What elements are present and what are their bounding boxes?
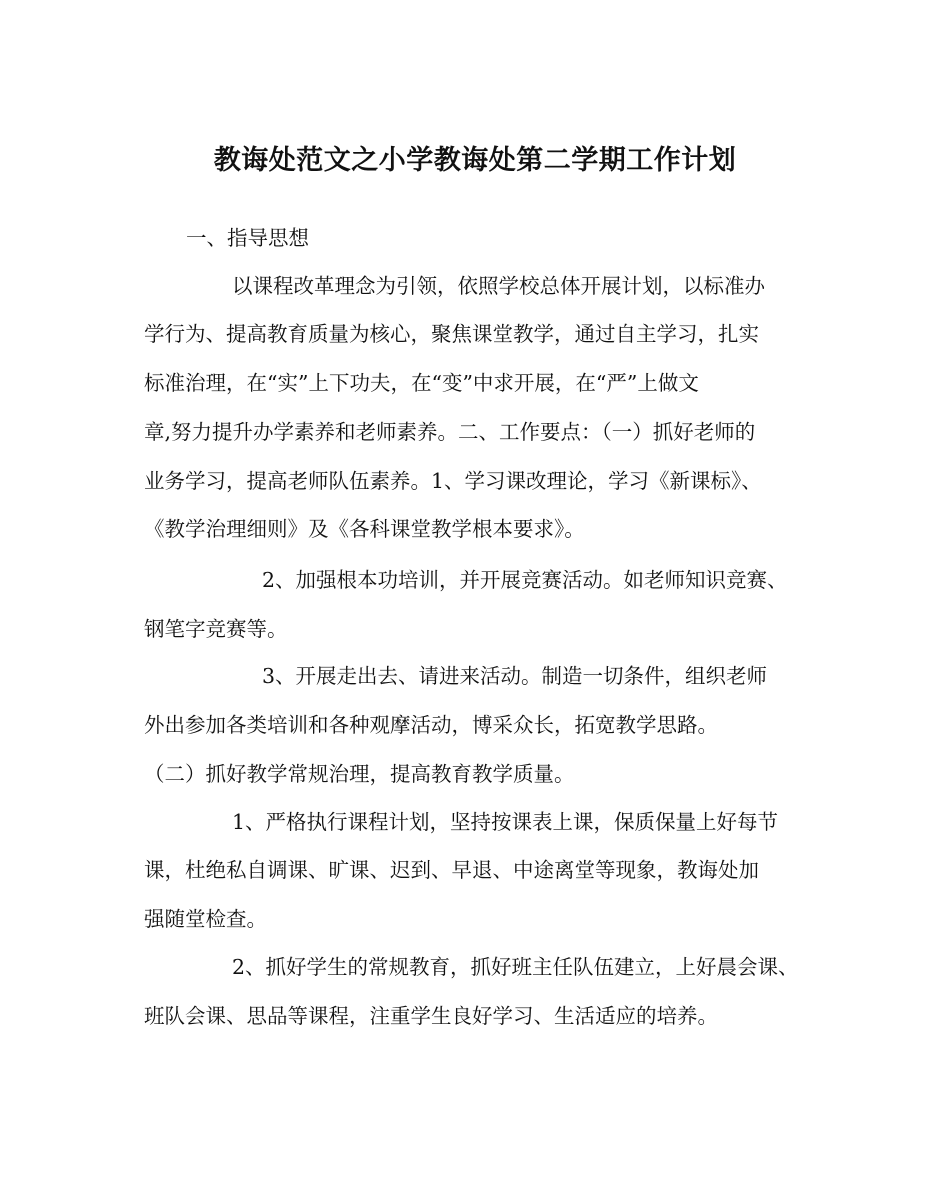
paragraph-line: 2、加强根本功培训，并开展竞赛活动。如老师知识竞赛、 — [262, 568, 788, 592]
paragraph-line: 《教学治理细则》及《各科课堂教学根本要求》。 — [144, 517, 585, 541]
paragraph-line: 强随堂检查。 — [144, 907, 267, 931]
paragraph-line: 学行为、提高教育质量为核心，聚焦课堂教学，通过自主学习，扎实 — [144, 322, 759, 346]
paragraph-line: 以课程改革理念为引领，依照学校总体开展计划，以标准办 — [232, 274, 765, 298]
paragraph-line: 业务学习，提高老师队伍素养。1、学习课改理论，学习《新课标》、 — [144, 469, 762, 493]
paragraph-line: 班队会课、思品等课程，注重学生良好学习、生活适应的培养。 — [144, 1004, 718, 1028]
paragraph-line: 外出参加各类培训和各种观摩活动，博采众长，拓宽教学思路。 — [144, 713, 718, 737]
document-title: 教诲处范文之小学教诲处第二学期工作计划 — [213, 145, 737, 176]
section-heading-teaching-routine: （二）抓好教学常规治理，提高教育教学质量。 — [144, 762, 575, 786]
paragraph-line: 钢笔字竞赛等。 — [144, 617, 288, 641]
paragraph-line: 3、开展走出去、请进来活动。制造一切条件，组织老师 — [262, 664, 768, 688]
paragraph-line: 2、抓好学生的常规教育，抓好班主任队伍建立，上好晨会课、 — [232, 955, 799, 979]
paragraph-line: 章,努力提升办学素养和老师素养。二、工作要点：（一）抓好老师的 — [144, 420, 756, 444]
paragraph-line: 1、严格执行课程计划，坚持按课表上课，保质保量上好每节 — [232, 810, 779, 834]
paragraph-line: 标准治理，在“实”上下功夫，在“变”中求开展，在“严”上做文 — [144, 371, 699, 395]
section-heading-guiding-thought: 一、指导思想 — [186, 226, 309, 250]
paragraph-line: 课，杜绝私自调课、旷课、迟到、早退、中途离堂等现象，教诲处加 — [144, 858, 759, 882]
